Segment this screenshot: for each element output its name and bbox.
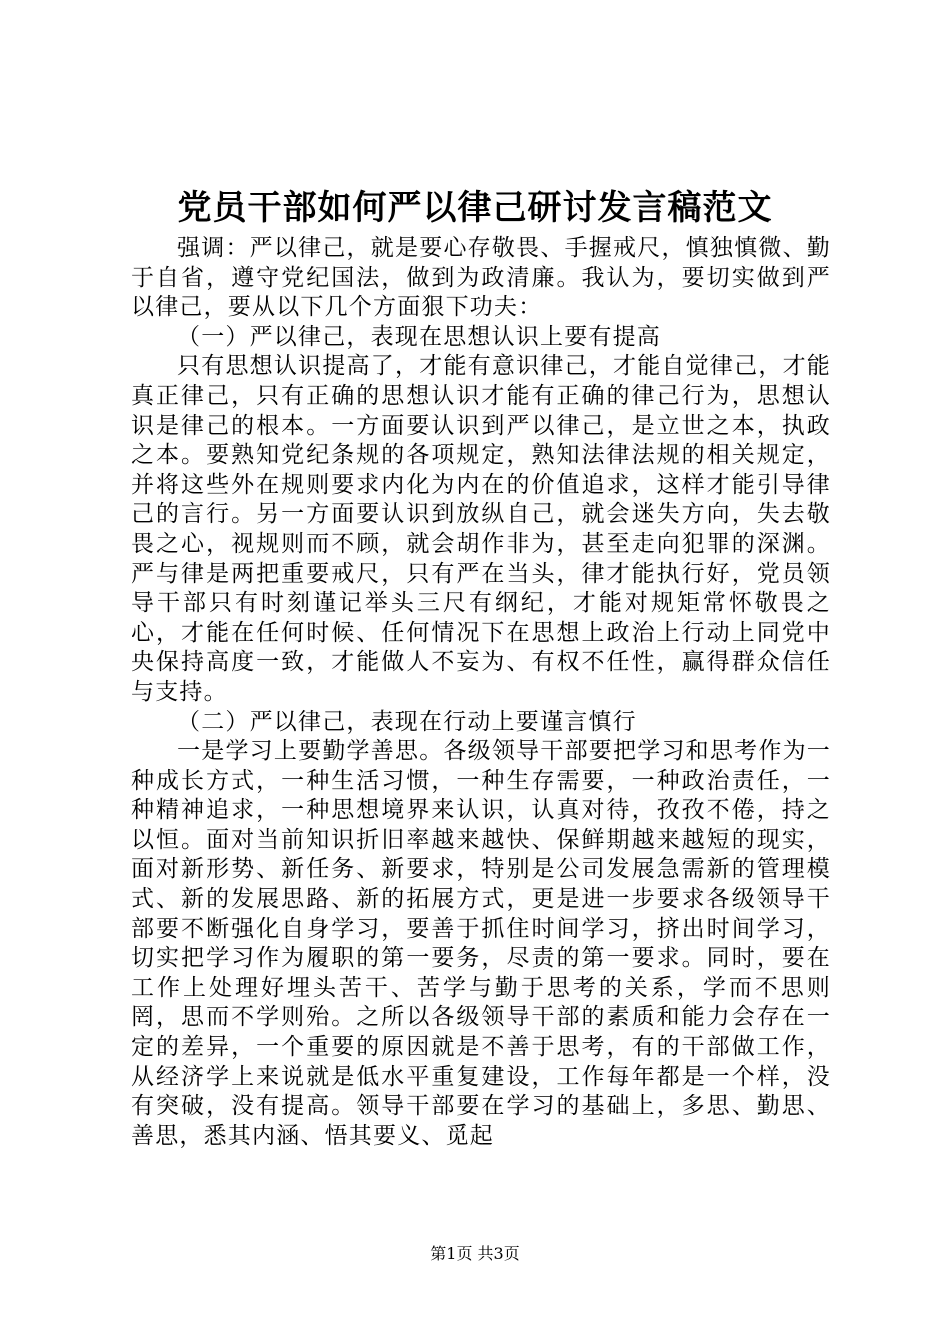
section-heading-2: （二）严以律己，表现在行动上要谨言慎行 <box>177 708 637 735</box>
page-footer: 第1页 共3页 <box>430 1244 520 1263</box>
intro-paragraph: 强调：严以律己，就是要心存敬畏、手握戒尺，慎独慎微、勤于自省，遵守党纪国法，做到为政清廉。我认为，要切实做到严以律己，要从以下几个方面狠下功夫： <box>131 235 831 321</box>
section-1-paragraph: 只有思想认识提高了，才能有意识律己，才能自觉律己，才能真正律己，只有正确的思想认识才能有正确的律己行为，思想认识是律己的根本。一方面要认识到严以律己，是立世之本，执政之本。要熟知党纪条规的各项规定，熟知法律法规的相关规定，并将这些外在规则要求内化为内在的价值追求，这样才能引导律己的言行。另一方面要认识到放纵自己，就会迷失方向，失去敬畏之心，视规则而不顾，就会胡作非为，甚至走向犯罪的深渊。严与律是两把重要戒尺，只有严在当头，律才能执行好，党员领导干部只有时刻谨记举头三尺有纲纪，才能对规矩常怀敬畏之心，才能在任何时候、任何情况下在思想上政治上行动上同党中央保持高度一致，才能做人不妄为、有权不任性，赢得群众信任与支持。 <box>131 353 831 705</box>
section-2-paragraph: 一是学习上要勤学善思。各级领导干部要把学习和思考作为一种成长方式，一种生活习惯，一种生存需要，一种政治责任，一种精神追求，一种思想境界来认识，认真对待，孜孜不倦，持之以恒。面对当前知识折旧率越来越快、保鲜期越来越短的现实，面对新形势、新任务、新要求，特别是公司发展急需新的管理模式、新的发展思路、新的拓展方式，更是进一步要求各级领导干部要不断强化自身学习，要善于抓住时间学习，挤出时间学习，切实把学习作为履职的第一要务，尽责的第一要求。同时，要在工作上处理好埋头苦干、苦学与勤于思考的关系，学而不思则罔，思而不学则殆。之所以各级领导干部的素质和能力会存在一定的差异，一个重要的原因就是不善于思考，有的干部做工作，从经济学上来说就是低水平重复建设，工作每年都是一个样，没有突破，没有提高。领导干部要在学习的基础上，多思、勤思、善思，悉其内涵、悟其要义、觅起 <box>131 738 831 1149</box>
section-heading-1: （一）严以律己，表现在思想认识上要有提高 <box>177 323 661 350</box>
document-body <box>131 234 831 1151</box>
document-title: 党员干部如何严以律己研讨发言稿范文 <box>177 188 773 228</box>
